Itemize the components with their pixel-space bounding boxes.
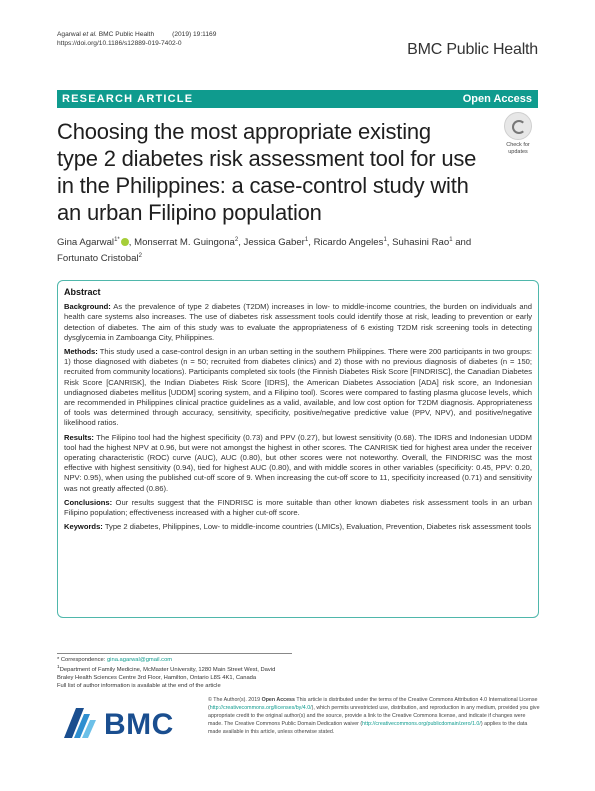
bmc-logo <box>62 704 182 742</box>
abstract-results: Results: The Filipino tool had the highest specificity (0.73) and PPV (0.27), but lowest sensitivity (0.68). The IDRS and Indonesian UDDM tool had the highest NPV at 0.96, but were not amongst the highest in other scores. The CANRISK tied for highest area under the receiver operating characteristic (ROC) curve (AUC), AUC (0.80), but other scores were not noteworthy. Overall, the FINDRISC was the most effective with highest sensitivity (0.94), tied for highest AUC (0.80), and with middle scores in other variables (specificity: 0.45, PPV: 0.20, NPV: 0.95), when using the published cut-off score of 9. When increasing the cut-off score to 11, specificity increased (0.71) and sensitivity was not greatly affected (0.86). <box>64 432 532 493</box>
full-author-info-note: Full list of author information is available at the end of the article <box>57 683 221 690</box>
footnote-divider <box>57 653 292 654</box>
abstract-background: Background: As the prevalence of type 2 diabetes (T2DM) increases in low- to middle-income countries, the burden on individuals and health care systems also increases. The use of diabetes risk assessment tools could identify those at risk, leading to prevention or early detection of diabetes. The aim of this study was to evaluate the appropriateness of 6 existing T2DM risk screening tools in detecting dysglycemia in Zamboanga City, Philippines. <box>64 302 532 342</box>
author[interactable]: Suhasini Rao$^1$ <box>392 237 453 249</box>
journal-name: BMC Public Health <box>407 41 538 58</box>
abstract-methods: Methods: This study used a case-control design in an urban setting in the southern Philippines. There were 200 participants in two groups: 1) those diagnosed with diabetes (n = 50; recruited from diabetes clinics) and 2) those with no previous diagnosis of diabetes (n = 150; recruited from community locations). Participants completed six tools (the Finnish Diabetes Risk Score [FINDRISC], the Canadian Diabetes Risk Score [CANRISK], the Indian Diabetes Risk Score [IDRS], the American Diabetes Association [ADA] risk score, an Indonesian undiagnosed diabetes mellitus [UDDM] scoring system, and a Filipino tool). Scores were compared to fasting plasma glucose levels, which are recommended in Philippines clinical practice guidelines as a valid, available, and low cost option for T2DM diagnosis. Appropriateness of tools was determined through accuracy, sensitivity, specificity, positive/negative predictive value (PPV, NPV), and positive/negative likelihood ratios. <box>64 347 532 428</box>
author[interactable]: Fortunato Cristobal$^2$ <box>57 252 142 264</box>
citation-text: Agarwal et al. BMC Public Health <box>57 31 155 38</box>
correspondence-email[interactable]: gina.agarwal@gmail.com <box>106 657 173 663</box>
author-list: Gina Agarwal$^{1*}$ , Monserrat M. Guingona$^2$, Jessica Gaber$^1$, Ricardo Angeles$^1$, Suhasini Rao$^1$ and Fortunato Cristobal$^2$ <box>57 237 472 264</box>
cc-by-link[interactable]: http://creativecommons.org/licenses/by/4.0/ <box>209 705 312 711</box>
bmc-logo-text: BMC <box>104 708 174 741</box>
author[interactable]: Monserrat M. Guingona$^2$ <box>134 237 239 249</box>
abstract-keywords: Keywords: Type 2 diabetes, Philippines, Low- to middle-income countries (LMICs), Evaluation, Prevention, Diabetes risk assessment tools <box>64 522 532 532</box>
open-access-label: Open Access <box>462 93 532 105</box>
citation-header <box>57 30 216 48</box>
citation-year: (2019) 19:1169 <box>172 31 217 38</box>
cc0-link[interactable]: http://creativecommons.org/publicdomain/zero/1.0/ <box>362 721 481 727</box>
abstract-heading: Abstract <box>64 287 101 297</box>
affiliation: $^1$Department of Family Medicine, McMaster University, 1280 Main Street West, David Braley Health Sciences Centre 3rd Floor, Hamilton, Ontario L8S 4K1, Canada <box>57 665 276 682</box>
author[interactable]: Jessica Gaber$^1$ <box>243 237 309 249</box>
doi-link[interactable]: https://doi.org/10.1186/s12889-019-7402-0 <box>57 40 182 47</box>
author[interactable]: Gina Agarwal$^{1*}$ <box>57 237 129 248</box>
check-updates-icon <box>504 112 532 140</box>
license-notice: © The Author(s). 2019 Open Access This article is distributed under the terms of the Creative Commons Attribution 4.0 International License (http://creativecommons.org/licenses/by/4.0/), which permits unrestricted use, distribution, and reproduction in any medium, provided you give appropriate credit to the original author(s) and the source, provide a link to the Creative Commons license, and indicate if changes were made. The Creative Commons Public Domain Dedication waiver (http://creativecommons.org/publicdomain/zero/1.0/) applies to the data made available in this article, unless otherwise stated. <box>208 697 540 735</box>
article-type-banner <box>57 90 538 108</box>
bmc-logo-mark-icon <box>62 704 102 740</box>
author[interactable]: Ricardo Angeles$^1$ <box>313 237 387 249</box>
abstract-box <box>57 280 539 618</box>
article-title: Choosing the most appropriate existing type 2 diabetes risk assessment tool for use in the Philippines: a case-control study with an urban Filipino population <box>57 119 477 225</box>
footnotes: * Correspondence: gina.agarwal@gmail.com $^1$Department of Family Medicine, McMaster University, 1280 Main Street West, David Braley Health Sciences Centre 3rd Floor, Hamilton, Ontario L8S 4K1, Canada Full list of author information is available at the end of the article <box>57 656 292 690</box>
article-type-label: RESEARCH ARTICLE <box>62 93 194 105</box>
check-for-updates-badge[interactable]: Check for updates <box>497 112 539 158</box>
abstract-conclusions: Conclusions: Our results suggest that the FINDRISC is more suitable than other known diabetes risk assessment tools in an urban Filipino population; effectiveness increased with a higher cut-off score. <box>64 497 532 518</box>
orcid-icon[interactable] <box>121 238 129 246</box>
